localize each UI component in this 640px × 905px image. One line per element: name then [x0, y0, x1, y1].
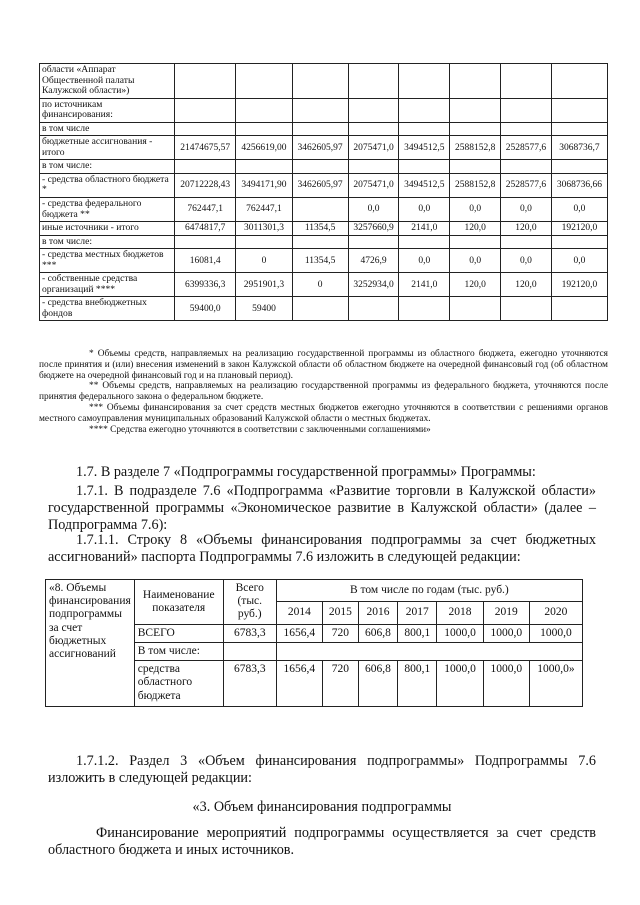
regional-value: 6783,3	[223, 661, 276, 707]
regional-year-value: 1000,0	[437, 661, 483, 707]
table-row	[40, 273, 608, 297]
cell-value	[348, 98, 399, 122]
cell-value: 120,0	[450, 273, 501, 297]
cell-value	[551, 122, 607, 136]
row-label: - средства федерального бюджета **	[40, 198, 175, 222]
total-label: ВСЕГО	[134, 624, 223, 642]
cell-value: 59400,0	[175, 297, 236, 321]
year-header: 2018	[437, 602, 483, 624]
cell-value	[450, 235, 501, 249]
row-label: иные источники - итого	[40, 222, 175, 236]
cell-value: 6399336,3	[175, 273, 236, 297]
cell-value: 3011301,3	[236, 222, 292, 236]
cell-value	[501, 235, 552, 249]
row-label: - средства областного бюджета *	[40, 173, 175, 197]
year-header: 2014	[276, 602, 322, 624]
year-header: 2017	[398, 602, 437, 624]
row-label: в том числе:	[40, 160, 175, 174]
total-year-value: 1000,0	[529, 624, 582, 642]
total-year-value: 720	[322, 624, 358, 642]
year-header: 2019	[483, 602, 529, 624]
cell-value: 11354,5	[292, 249, 348, 273]
regional-year-value: 720	[322, 661, 358, 707]
cell-value: 2588152,8	[450, 136, 501, 160]
table-row	[40, 136, 608, 160]
total-value: 6783,3	[223, 624, 276, 642]
cell-value	[348, 64, 399, 99]
cell-value: 2075471,0	[348, 173, 399, 197]
regional-year-value: 1000,0»	[529, 661, 582, 707]
total-year-value: 1000,0	[483, 624, 529, 642]
cell-value	[399, 64, 450, 99]
cell-value	[450, 297, 501, 321]
cell-value	[551, 297, 607, 321]
cell-value: 2141,0	[399, 273, 450, 297]
cell-value: 4256619,00	[236, 136, 292, 160]
col-years-header: В том числе по годам (тыс. руб.)	[276, 580, 582, 602]
cell-value	[348, 235, 399, 249]
cell-value	[292, 160, 348, 174]
paragraph-1-7-1-2: 1.7.1.2. Раздел 3 «Объем финансирования подпрограммы» Подпрограммы 7.6 изложить в следующей редакции:	[48, 753, 596, 787]
cell-value: 3068736,66	[551, 173, 607, 197]
cell-value	[175, 235, 236, 249]
cell-value	[551, 64, 607, 99]
cell-value	[175, 122, 236, 136]
cell-value: 0,0	[551, 249, 607, 273]
year-header: 2016	[358, 602, 397, 624]
cell-value: 2075471,0	[348, 136, 399, 160]
incl-label: В том числе:	[134, 642, 223, 660]
cell-value: 0	[236, 249, 292, 273]
cell-value	[399, 235, 450, 249]
cell-value	[399, 297, 450, 321]
year-header: 2020	[529, 602, 582, 624]
cell-value	[292, 198, 348, 222]
footnote-1: * Объемы средств, направляемых на реализацию государственной программы из областного бюджета, ежегодно уточняются после принятия и (или) внесения изменений в закон Калужской области об областном бюджете на очередной финансовый год (об областном бюджете на очередной финансовый год и на плановый период).	[39, 349, 608, 381]
cell-value: 3494171,90	[236, 173, 292, 197]
row-label: по источникам финансирования:	[40, 98, 175, 122]
cell-value: 2528577,6	[501, 173, 552, 197]
cell-value: 21474675,57	[175, 136, 236, 160]
row-label: в том числе:	[40, 235, 175, 249]
cell-value	[501, 98, 552, 122]
total-year-value: 1000,0	[437, 624, 483, 642]
cell-value: 2951901,3	[236, 273, 292, 297]
cell-value: 3462605,97	[292, 136, 348, 160]
cell-value: 16081,4	[175, 249, 236, 273]
col-name-header: Наименование показателя	[134, 580, 223, 625]
cell-value	[236, 98, 292, 122]
cell-value: 3462605,97	[292, 173, 348, 197]
cell-value	[175, 160, 236, 174]
cell-value: 120,0	[501, 222, 552, 236]
cell-value	[292, 122, 348, 136]
cell-value	[236, 122, 292, 136]
cell-value	[450, 98, 501, 122]
row-label: - средства местных бюджетов ***	[40, 249, 175, 273]
table-row	[40, 198, 608, 222]
cell-value: 0,0	[551, 198, 607, 222]
regional-year-value: 800,1	[398, 661, 437, 707]
paragraph-1-7-1-1: 1.7.1.1. Строку 8 «Объемы финансирования подпрограммы за счет бюджетных ассигнований» паспорта Подпрограммы 7.6 изложить в следующей редакции:	[48, 532, 596, 566]
footnote-2: ** Объемы средств, направляемых на реализацию государственной программы из федерального бюджета, уточняются после принятия федерального закона о федеральном бюджете.	[39, 381, 608, 403]
cell-value: 192120,0	[551, 273, 607, 297]
cell-value: 11354,5	[292, 222, 348, 236]
cell-value	[348, 122, 399, 136]
cell-value: 762447,1	[236, 198, 292, 222]
cell-value: 2141,0	[399, 222, 450, 236]
section-heading: «3. Объем финансирования подпрограммы	[192, 799, 452, 815]
cell-value: 2528577,6	[501, 136, 552, 160]
table-row	[40, 222, 608, 236]
row-title-cell: «8. Объемы финансирования подпрограммы за счет бюджетных ассигнований	[46, 580, 135, 707]
table-row	[40, 235, 608, 249]
row-label: в том числе	[40, 122, 175, 136]
cell-value	[292, 235, 348, 249]
cell-value	[236, 64, 292, 99]
cell-value	[236, 160, 292, 174]
table-row	[40, 98, 608, 122]
footnotes	[39, 349, 608, 436]
cell-value	[236, 235, 292, 249]
cell-value: 0,0	[501, 198, 552, 222]
cell-value: 120,0	[450, 222, 501, 236]
cell-value	[175, 64, 236, 99]
cell-value	[175, 98, 236, 122]
cell-value	[551, 160, 607, 174]
cell-value: 0,0	[399, 249, 450, 273]
cell-value: 0,0	[450, 249, 501, 273]
regional-label: средства областного бюджета	[134, 661, 223, 707]
cell-value	[450, 64, 501, 99]
cell-value: 0,0	[450, 198, 501, 222]
cell-value: 0,0	[399, 198, 450, 222]
table-row	[40, 173, 608, 197]
cell-value: 0,0	[348, 198, 399, 222]
cell-value	[292, 64, 348, 99]
cell-value	[399, 122, 450, 136]
cell-value: 6474817,7	[175, 222, 236, 236]
year-header: 2015	[322, 602, 358, 624]
cell-value: 120,0	[501, 273, 552, 297]
table-row	[40, 297, 608, 321]
row-label: - собственные средства организаций ****	[40, 273, 175, 297]
col-total-header: Всего (тыс. руб.)	[223, 580, 276, 625]
cell-value	[450, 160, 501, 174]
cell-value: 59400	[236, 297, 292, 321]
paragraph-1-7: 1.7. В разделе 7 «Подпрограммы государственной программы» Программы:	[76, 464, 536, 480]
cell-value: 0	[292, 273, 348, 297]
cell-value	[501, 297, 552, 321]
cell-value: 4726,9	[348, 249, 399, 273]
row-label: области «Аппарат Общественной палаты Калужской области»)	[40, 64, 175, 99]
cell-value: 20712228,43	[175, 173, 236, 197]
footnote-3: *** Объемы финансирования за счет средств местных бюджетов ежегодно уточняются в соответствии с решениями органов местного самоуправления муниципальных образований Калужской области о местных бюджетах.	[39, 403, 608, 424]
cell-value	[399, 98, 450, 122]
cell-value	[292, 297, 348, 321]
cell-value: 2588152,8	[450, 173, 501, 197]
table-row	[40, 249, 608, 273]
cell-value	[551, 98, 607, 122]
subprogram-financing-table	[45, 579, 583, 707]
paragraph-financing: Финансирование мероприятий подпрограммы осуществляется за счет средств областного бюджета и иных источников.	[48, 825, 596, 859]
total-year-value: 606,8	[358, 624, 397, 642]
regional-year-value: 1656,4	[276, 661, 322, 707]
total-year-value: 800,1	[398, 624, 437, 642]
paragraph-1-7-1: 1.7.1. В подразделе 7.6 «Подпрограмма «Развитие торговли в Калужской области» государственной программы «Экономическое развитие в Калужской области» (далее – Подпрограмма 7.6):	[48, 483, 596, 534]
cell-value: 3068736,7	[551, 136, 607, 160]
cell-value	[501, 122, 552, 136]
cell-value	[450, 122, 501, 136]
row-label: бюджетные ассигнования - итого	[40, 136, 175, 160]
cell-value	[501, 64, 552, 99]
cell-value: 192120,0	[551, 222, 607, 236]
cell-value	[348, 297, 399, 321]
regional-year-value: 1000,0	[483, 661, 529, 707]
row-label: - средства внебюджетных фондов	[40, 297, 175, 321]
table-row	[40, 122, 608, 136]
regional-year-value: 606,8	[358, 661, 397, 707]
cell-value: 3494512,5	[399, 173, 450, 197]
cell-value	[551, 235, 607, 249]
table-row	[40, 64, 608, 99]
total-year-value: 1656,4	[276, 624, 322, 642]
table-row	[40, 160, 608, 174]
cell-value	[399, 160, 450, 174]
cell-value	[501, 160, 552, 174]
cell-value: 3257660,9	[348, 222, 399, 236]
cell-value: 762447,1	[175, 198, 236, 222]
cell-value: 3494512,5	[399, 136, 450, 160]
cell-value: 0,0	[501, 249, 552, 273]
financing-table	[39, 63, 608, 321]
cell-value	[348, 160, 399, 174]
footnote-4: **** Средства ежегодно уточняются в соответствии с заключенными соглашениями»	[89, 424, 431, 435]
cell-value	[292, 98, 348, 122]
cell-value: 3252934,0	[348, 273, 399, 297]
